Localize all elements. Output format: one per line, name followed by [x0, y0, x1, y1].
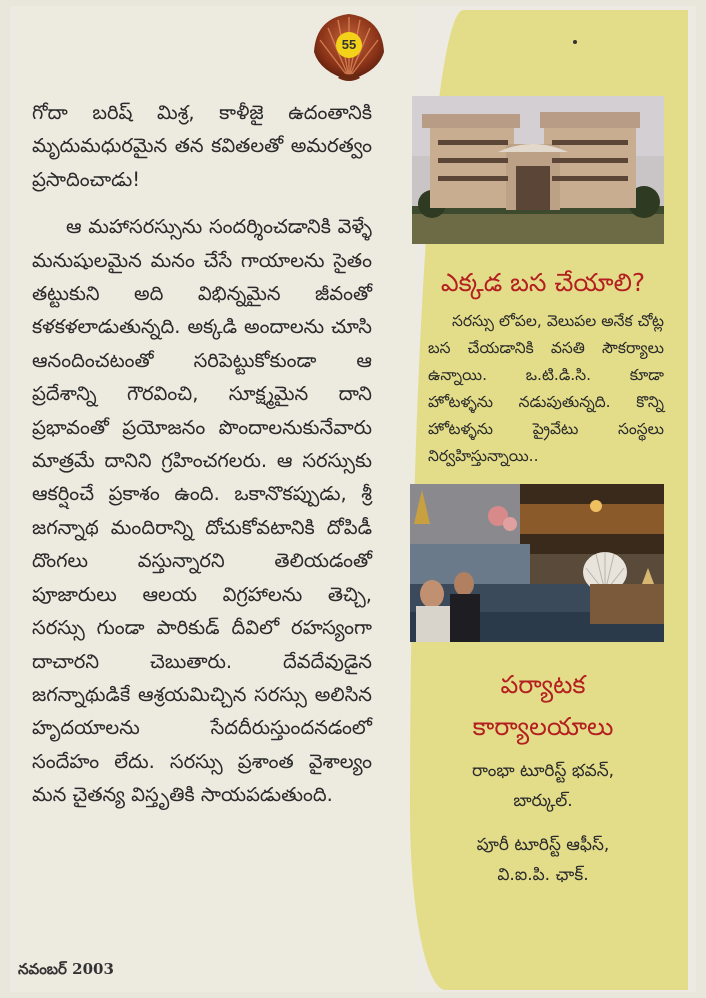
tourism-heading-line2: కార్యాలయాలు — [472, 712, 614, 741]
office-entry-1 — [404, 756, 682, 816]
collage-photo — [410, 484, 664, 642]
stay-text — [428, 308, 664, 470]
paragraph-1: గోదా బరిష్ మిశ్ర, కాళీజై ఉదంతానికి మృదుమధురమైన తన కవితలతో అమరత్వం ప్రసాదించాడు! — [32, 101, 372, 191]
paragraph-2: ఆ మహాసరస్సును సందర్శించడానికి వెళ్ళే మనుషులమైన మనం చేసే గాయాలను సైతం తట్టుకుని అది విభిన్నమైన జీవంతో కళకళలాడుతున్నది. అక్కడి అందాలను చూసి ఆనందించటంతో సరిపెట్టుకోకుండా ఆ ప్రదేశాన్ని గౌరవించి, సూక్ష్మమైన దాని ప్రభావంతో ప్రయోజనం పొందాలనుకునేవారు మాత్రమే దానిని గ్రహించగలరు. ఆ సరస్సుకు ఆకర్షించే ప్రకాశం ఉంది. ఒకానొకప్పుడు, శ్రీ జగన్నాథ మందిరాన్ని దోచుకోవటానికి దోపిడీ దొంగలు వస్తున్నారని తెలియడంతో పూజారులు ఆలయ విగ్రహాలను తెచ్చి, సరస్సు గుండా పారికుడ్ దీవిలో రహస్యంగా దాచారని చెబుతారు. దేవదేవుడైన జగన్నాథుడికే ఆశ్రయమిచ్చిన సరస్సు అలిసిన హృదయాలను సేదదీరుస్తుందనడంలో సందేహం లేదు. సరస్సు ప్రశాంత వైశాల్యం మన చైతన్య విస్తృతికి సాయపడుతుంది. — [32, 215, 372, 807]
office-entry-2 — [404, 830, 682, 890]
ink-dot — [573, 40, 577, 44]
stay-heading: ఎక్కడ బస చేయాలి? — [440, 268, 646, 297]
stay-paragraph: సరస్సు లోపల, వెలుపల అనేక చోట్ల బస చేయడానికి వసతి సౌకర్యాలు ఉన్నాయి. ఒ.టి.డి.సి. కూడా హోటళ్ళను నడుపుతున్నది. కొన్ని హోటళ్ళను ప్రైవేటు సంస్థలు నిర్వహిస్తున్నాయి.. — [428, 312, 664, 465]
page-number-shell — [308, 10, 390, 84]
footer-date: నవంబర్ 2003 — [18, 960, 114, 978]
office-2-name: పూరీ టూరిస్ట్ ఆఫీస్, — [476, 835, 610, 855]
office-1-name: రాంభా టూరిస్ట్ భవన్, — [471, 761, 615, 781]
page-number: 55 — [336, 32, 362, 58]
article-body — [32, 96, 372, 826]
building-photo — [412, 96, 664, 244]
office-1-place: బార్కుల్. — [513, 791, 573, 811]
office-2-place: వి.ఐ.పి. ఛాక్. — [497, 865, 589, 885]
tourism-heading-line1: పర్యాటక — [500, 670, 586, 699]
tourism-heading — [404, 664, 682, 748]
